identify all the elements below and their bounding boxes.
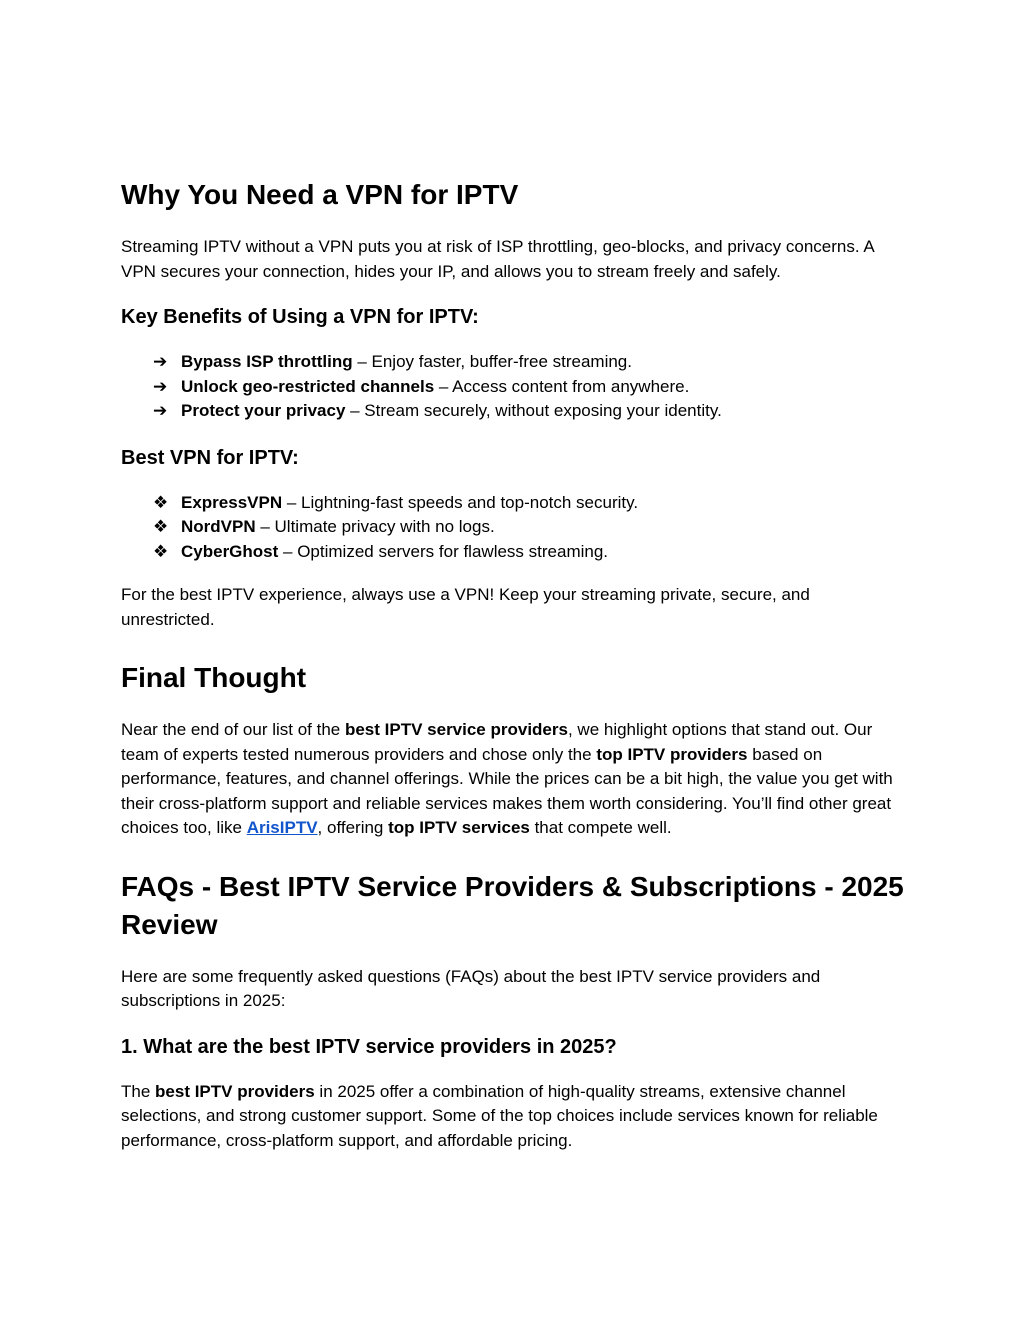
diamond-bullet-icon: ❖ (153, 517, 169, 536)
faqs-intro-paragraph: Here are some frequently asked questions (FAQs) about the best IPTV service providers and subscriptions in 2025: (121, 966, 821, 1010)
benefit-title: Bypass ISP throttling (181, 352, 353, 371)
benefits-list (121, 350, 906, 424)
bold-run: best IPTV service providers (344, 720, 568, 739)
benefit-title: Protect your privacy (181, 401, 346, 420)
arisiptv-link[interactable]: ArisIPTV (246, 818, 318, 837)
text-run: Near the end of our list of the (121, 720, 345, 739)
text-run: , offering (317, 818, 389, 837)
arrow-bullet-icon: ➔ (153, 376, 168, 396)
text-run: , we highlight options that stand out. Our team of experts tested numerous providers and chose only the (121, 720, 873, 764)
list-item (153, 350, 906, 375)
benefit-text: – Access content from anywhere. (434, 376, 690, 396)
list-item (153, 515, 906, 540)
best-vpn-list (121, 491, 906, 565)
diamond-bullet-icon: ❖ (153, 541, 169, 561)
text-run: The (121, 1081, 156, 1101)
heading-best-vpn: Best VPN for IPTV: (121, 446, 299, 469)
diamond-bullet-icon: ❖ (153, 492, 169, 512)
benefit-text: – Enjoy faster, buffer-free streaming. (352, 352, 632, 371)
arrow-bullet-icon: ➔ (153, 352, 168, 371)
bold-run: top IPTV services (388, 818, 530, 837)
text-run: based on performance, features, and channel offerings. While the prices can be a bit high, the value you get with their cross-platform support and reliable services makes them worth considering. You’ll find other great choices too, like (121, 744, 893, 837)
benefit-title: Unlock geo-restricted channels (181, 376, 435, 396)
vpn-name: CyberGhost (181, 541, 279, 561)
arrow-bullet-icon: ➔ (153, 401, 168, 420)
heading-key-benefits: Key Benefits of Using a VPN for IPTV: (121, 306, 479, 328)
bold-run: top IPTV providers (596, 744, 748, 764)
document-page (121, 176, 906, 1153)
final-thought-paragraph (121, 718, 906, 841)
list-item (153, 399, 906, 424)
list-item (153, 491, 906, 516)
text-run: that compete well. (529, 818, 672, 837)
bold-run: best IPTV providers (155, 1081, 315, 1101)
vpn-description: – Lightning-fast speeds and top-notch security. (282, 492, 639, 512)
benefit-text: – Stream securely, without exposing your identity. (345, 401, 722, 420)
heading-why-vpn: Why You Need a VPN for IPTV (121, 179, 519, 210)
vpn-closing-paragraph: For the best IPTV experience, always use a VPN! Keep your streaming private, secure, and unrestricted. (121, 585, 810, 629)
faq-question-1: 1. What are the best IPTV service providers in 2025? (121, 1035, 617, 1058)
vpn-intro-paragraph: Streaming IPTV without a VPN puts you at risk of ISP throttling, geo-blocks, and privacy concerns. A VPN secures your connection, hides your IP, and allows you to stream freely and safely. (121, 237, 874, 281)
text-run: in 2025 offer a combination of high-quality streams, extensive channel selections, and strong customer support. Some of the top choices include services known for reliable performance, cross-platform support, and affordable pricing. (121, 1081, 878, 1150)
vpn-description: – Optimized servers for flawless streaming. (278, 541, 609, 561)
list-item (153, 540, 906, 565)
list-item (153, 375, 906, 400)
vpn-name: ExpressVPN (181, 492, 283, 512)
vpn-name: NordVPN (181, 517, 256, 536)
vpn-description: – Ultimate privacy with no logs. (255, 517, 495, 536)
heading-faqs: FAQs - Best IPTV Service Providers & Subscriptions - 2025 Review (121, 870, 904, 940)
heading-final-thought: Final Thought (121, 662, 307, 693)
faq-answer-1 (121, 1080, 906, 1154)
